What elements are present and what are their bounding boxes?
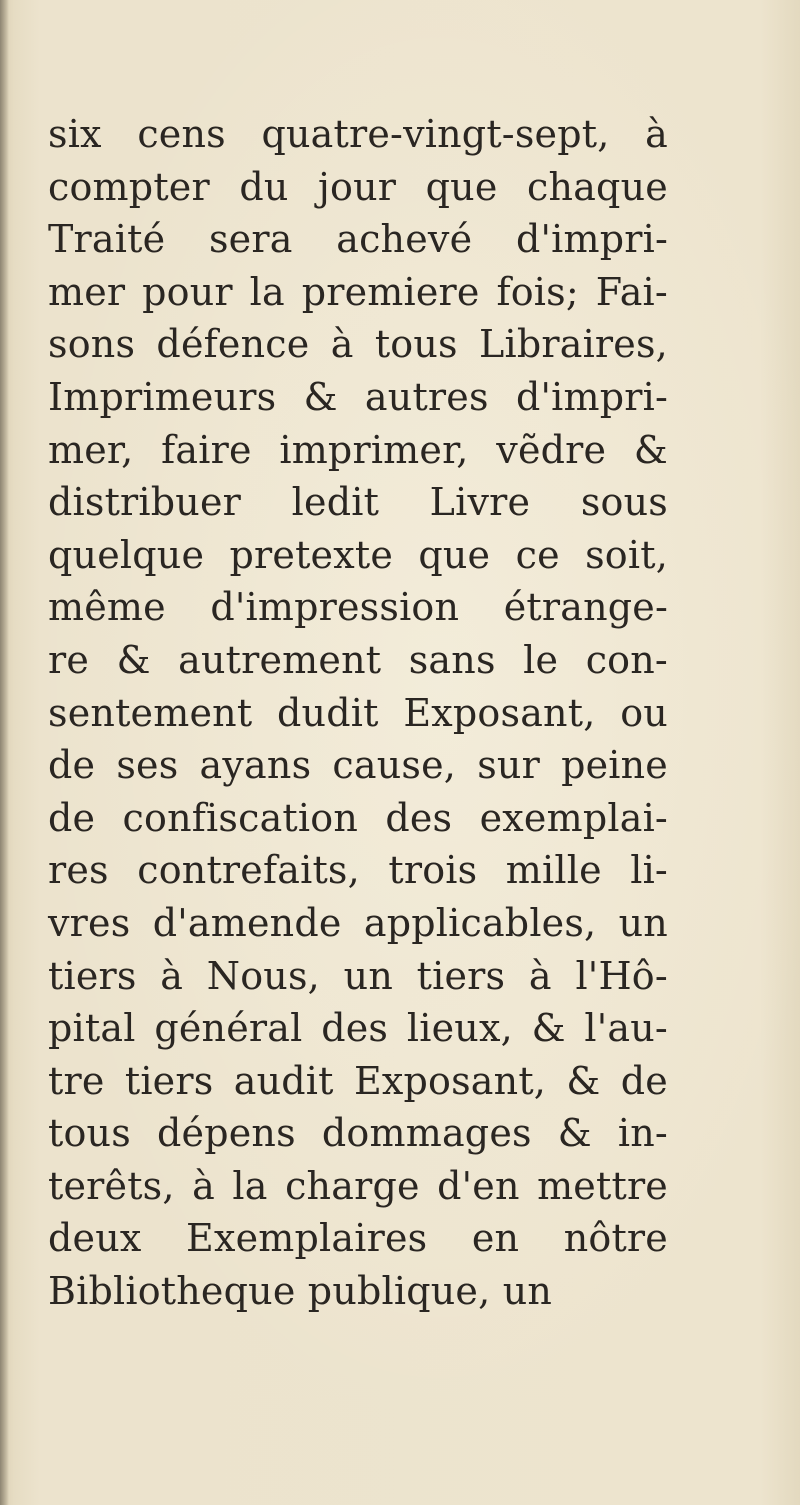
text-word: des <box>321 1006 389 1051</box>
text-word: de <box>48 743 96 788</box>
text-word: exemplai- <box>479 795 668 840</box>
text-word: re <box>48 637 90 682</box>
text-word: d'impression <box>210 585 460 630</box>
text-line <box>48 739 668 792</box>
text-line <box>48 950 668 1003</box>
text-word: à <box>645 112 668 156</box>
text-word: ou <box>620 690 668 735</box>
text-word: vres <box>48 900 131 945</box>
text-word: six <box>48 112 102 156</box>
text-word: fois; <box>496 269 579 314</box>
text-word: mer <box>48 269 126 314</box>
text-word: du <box>239 164 289 209</box>
text-word: imprimer, <box>279 427 469 472</box>
text-word: faire <box>161 427 252 472</box>
text-word: Fai- <box>595 269 668 314</box>
text-line <box>48 213 668 266</box>
text-word: Imprimeurs <box>48 374 277 419</box>
text-word: d'amende <box>152 900 342 945</box>
text-word: autres <box>364 374 489 419</box>
text-word: d'impri- <box>515 217 668 262</box>
text-word: cens <box>137 112 226 156</box>
text-word: sous <box>580 480 668 525</box>
text-word: mettre <box>537 1163 668 1208</box>
text-word: confiscation <box>122 795 359 840</box>
text-word: ledit <box>291 480 380 525</box>
text-word: publique, <box>307 1269 491 1314</box>
text-line <box>48 1002 668 1055</box>
text-word: charge <box>285 1163 420 1208</box>
text-word: mille <box>505 848 602 893</box>
text-word: pretexte <box>229 532 394 577</box>
text-word: la <box>232 1163 268 1208</box>
text-word: in- <box>617 1111 668 1156</box>
text-word: con- <box>585 637 668 682</box>
text-word: de <box>620 1058 668 1103</box>
text-word: & <box>557 1111 592 1156</box>
text-word: & <box>116 637 151 682</box>
text-word: un <box>343 953 393 998</box>
text-word: à <box>192 1163 215 1208</box>
text-line <box>48 1160 668 1213</box>
text-word: tiers <box>48 953 137 998</box>
text-line <box>48 1265 668 1318</box>
text-line <box>48 897 668 950</box>
page-gutter-shadow <box>0 0 9 1505</box>
text-word: mer, <box>48 427 134 472</box>
text-word: général <box>154 1006 303 1051</box>
text-word: sur <box>477 743 540 788</box>
text-word: l'Hô- <box>575 953 668 998</box>
text-line <box>48 1055 668 1108</box>
text-line <box>48 792 668 845</box>
text-word: sans <box>408 637 496 682</box>
text-line <box>48 371 668 424</box>
text-word: Livre <box>429 480 531 525</box>
text-word: l'au- <box>584 1006 668 1051</box>
text-word: soit, <box>585 532 668 577</box>
text-line <box>48 687 668 740</box>
text-word: sentement <box>48 690 253 735</box>
text-word: que <box>418 532 491 577</box>
text-word: lieux, <box>406 1006 513 1051</box>
text-word: res <box>48 848 109 893</box>
text-word: pour <box>142 269 233 314</box>
text-word: vẽdre <box>496 427 607 472</box>
text-word: & <box>566 1058 601 1103</box>
text-line <box>48 1212 668 1265</box>
text-line <box>48 108 668 161</box>
text-word: Traité <box>48 217 166 262</box>
text-word: distribuer <box>48 480 242 525</box>
text-line <box>48 634 668 687</box>
text-word: dépens <box>157 1111 296 1156</box>
text-word: & <box>303 374 338 419</box>
text-word: chaque <box>527 164 668 209</box>
text-word: sons <box>48 322 136 367</box>
text-word: achevé <box>336 217 473 262</box>
text-word: ses <box>116 743 179 788</box>
text-word: étrange- <box>503 585 668 630</box>
text-word: Libraires, <box>479 322 668 367</box>
text-line <box>48 266 668 319</box>
text-word: à <box>330 322 354 367</box>
text-line <box>48 161 668 214</box>
text-word: tiers <box>124 1058 214 1103</box>
text-word: des <box>385 795 453 840</box>
text-word: dommages <box>321 1111 532 1156</box>
page-text-block <box>48 108 668 1318</box>
text-line <box>48 476 668 529</box>
text-line <box>48 424 668 477</box>
text-line <box>48 318 668 371</box>
text-word: ayans <box>199 743 312 788</box>
text-word: à <box>160 953 184 998</box>
text-word: Exemplaires <box>186 1216 428 1261</box>
text-word: que <box>425 164 498 209</box>
text-word: pital <box>48 1006 136 1051</box>
text-word: même <box>48 585 166 630</box>
text-word: premiere <box>301 269 480 314</box>
text-word: audit <box>233 1058 334 1103</box>
text-line <box>48 581 668 634</box>
text-word: sera <box>208 217 293 262</box>
text-word: Exposant, <box>403 690 596 735</box>
text-word: Bibliotheque <box>48 1269 296 1314</box>
text-word: ce <box>515 532 560 577</box>
text-word: tous <box>374 322 458 367</box>
text-word: cause, <box>332 743 457 788</box>
text-word: contrefaits, <box>137 848 360 893</box>
text-word: un <box>502 1269 553 1314</box>
text-word: défence <box>156 322 310 367</box>
text-word: & <box>633 427 668 472</box>
text-word: jour <box>318 164 397 209</box>
text-word: Exposant, <box>353 1058 547 1103</box>
text-word: en <box>471 1216 520 1261</box>
text-word: terêts, <box>48 1163 175 1208</box>
text-word: tiers <box>416 953 506 998</box>
text-word: tre <box>48 1058 105 1103</box>
text-word: nôtre <box>563 1216 668 1261</box>
text-word: compter <box>48 164 210 209</box>
text-word: Nous, <box>206 953 320 998</box>
text-line <box>48 844 668 897</box>
text-word: quelque <box>48 532 205 577</box>
text-word: deux <box>48 1216 142 1261</box>
text-word: trois <box>388 848 478 893</box>
text-word: de <box>48 795 96 840</box>
text-word: d'en <box>437 1163 520 1208</box>
text-word: quatre-vingt-sept, <box>261 112 610 156</box>
text-word: li- <box>630 848 668 893</box>
text-word: peine <box>561 743 668 788</box>
text-word: autrement <box>178 637 382 682</box>
text-line <box>48 529 668 582</box>
text-word: tous <box>48 1111 131 1156</box>
text-word: & <box>531 1006 566 1051</box>
text-word: dudit <box>277 690 379 735</box>
text-line <box>48 1107 668 1160</box>
text-word: à <box>528 953 552 998</box>
text-word: le <box>523 637 559 682</box>
text-word: applicables, <box>363 900 597 945</box>
text-word: un <box>618 900 668 945</box>
text-word: d'impri- <box>515 374 668 419</box>
text-word: la <box>249 269 285 314</box>
